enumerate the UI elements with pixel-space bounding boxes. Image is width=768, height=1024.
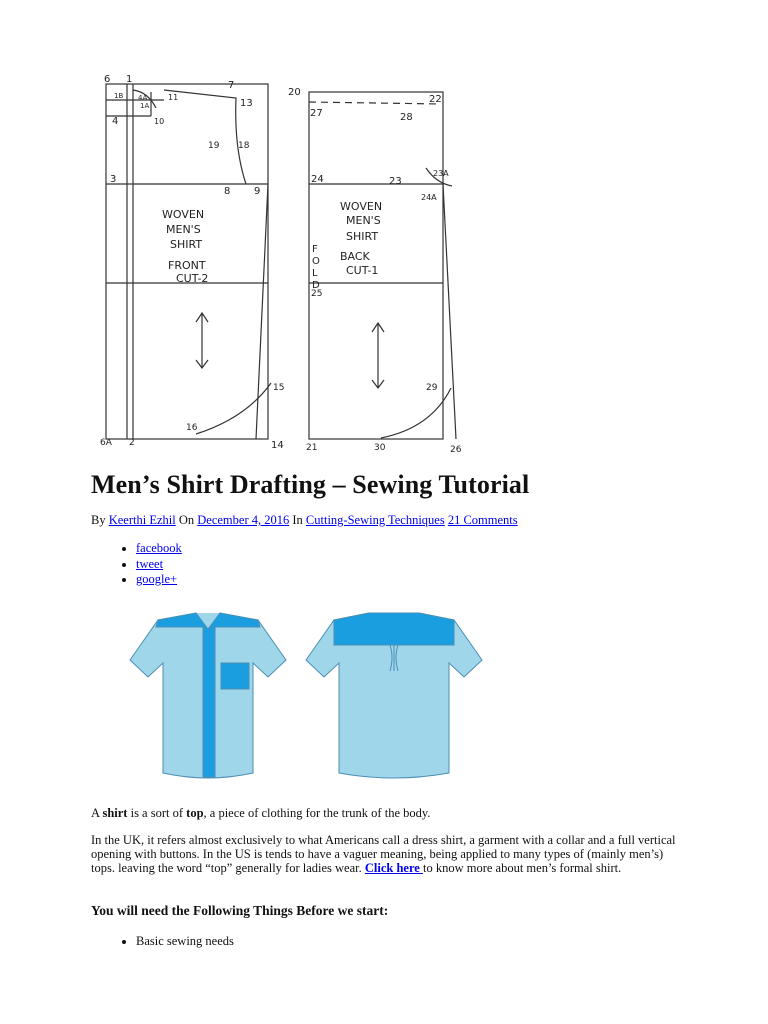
point-label: 2 [129,438,135,448]
fold-letter: F [312,244,318,255]
share-links [91,541,182,588]
category-link[interactable]: Cutting-Sewing Techniques [305,513,445,527]
point-label: 28 [400,112,413,123]
comments-link[interactable]: 21 Comments [447,513,518,527]
point-label: 1B [114,92,124,100]
date-link[interactable]: December 4, 2016 [197,513,290,527]
back-label: SHIRT [346,230,379,243]
point-label: 25 [311,289,323,299]
point-label: 30 [374,443,386,453]
shirt-svg [108,605,483,785]
point-label: 1A [140,102,150,110]
back-label: WOVEN [340,200,383,213]
point-label: 6 [104,74,111,85]
facebook-link[interactable]: facebook [136,541,182,555]
pattern-svg [96,68,476,458]
requirements-list [91,934,234,949]
point-label: 19 [208,141,220,151]
back-label: CUT-1 [346,264,379,277]
top-term: top [186,806,204,820]
article-title: Men’s Shirt Drafting – Sewing Tutorial [91,470,530,499]
back-label: MEN'S [346,214,381,227]
back-label: BACK [340,250,370,263]
list-item: • Basic sewing needs [136,934,234,949]
shirt-term: shirt [102,806,128,820]
point-label: 8 [224,186,231,197]
share-item-tweet [136,557,182,573]
share-item-facebook [136,541,182,557]
point-label: 4A [138,94,148,102]
text-segment: , a piece of clothing for the trunk of the body. [203,806,431,820]
point-label: 14 [271,440,284,451]
fold-letter: D [312,280,320,291]
in-label: In [292,513,303,527]
by-label: By [91,513,106,527]
point-label: 24A [421,193,437,202]
text-segment: In the UK, it refers almost exclusively to what Americans call a dress shirt, a garment with a collar and a full vertical opening with buttons. In the US is tends to have a vaguer meaning, being applied to many types of (mainly men’s) tops. leaving the word “top” generally for ladies wear. [91,833,676,875]
shirt-back [306,613,482,778]
description-paragraph [91,833,681,875]
point-label: 22 [429,94,442,105]
text-segment: is a sort of [127,806,187,820]
front-label: SHIRT [170,238,203,251]
point-label: 23A [433,169,449,178]
google-plus-link[interactable]: google+ [136,572,178,586]
on-label: On [178,513,195,527]
point-label: 21 [306,443,318,453]
click-here-link[interactable]: Click here [364,861,423,875]
point-label: 24 [311,174,324,185]
text-segment: A [91,806,103,820]
point-label: 11 [168,93,179,102]
point-label: 20 [288,87,301,98]
point-label: 6A [100,438,112,448]
point-label: 9 [254,186,261,197]
point-label: 13 [240,98,253,109]
point-label: 7 [228,80,235,91]
front-label: CUT-2 [176,272,209,285]
point-label: 1 [126,74,133,85]
point-label: 27 [310,108,323,119]
author-link[interactable]: Keerthi Ezhil [108,513,176,527]
shirt-illustration [108,605,483,785]
intro-paragraph [91,806,681,820]
point-label: 18 [238,141,250,151]
point-label: 10 [154,117,165,126]
point-label: 3 [110,174,117,185]
point-label: 29 [426,383,438,393]
point-label: 26 [450,445,462,455]
point-label: 23 [389,176,402,187]
front-label: FRONT [168,259,206,272]
point-label: 16 [186,423,198,433]
text-segment: to know more about men’s formal shirt. [422,861,622,875]
share-item-google [136,572,182,588]
front-label: MEN'S [166,223,201,236]
byline [91,513,518,528]
shirt-front [130,613,286,778]
pattern-drafting-diagram [96,68,476,458]
front-label: WOVEN [162,208,205,221]
fold-letter: L [312,268,318,279]
point-label: 4 [112,116,119,127]
tweet-link[interactable]: tweet [136,556,164,571]
fold-letter: O [312,256,320,267]
point-label: 15 [273,383,285,393]
requirements-heading: You will need the Following Things Before we start: [91,903,389,918]
